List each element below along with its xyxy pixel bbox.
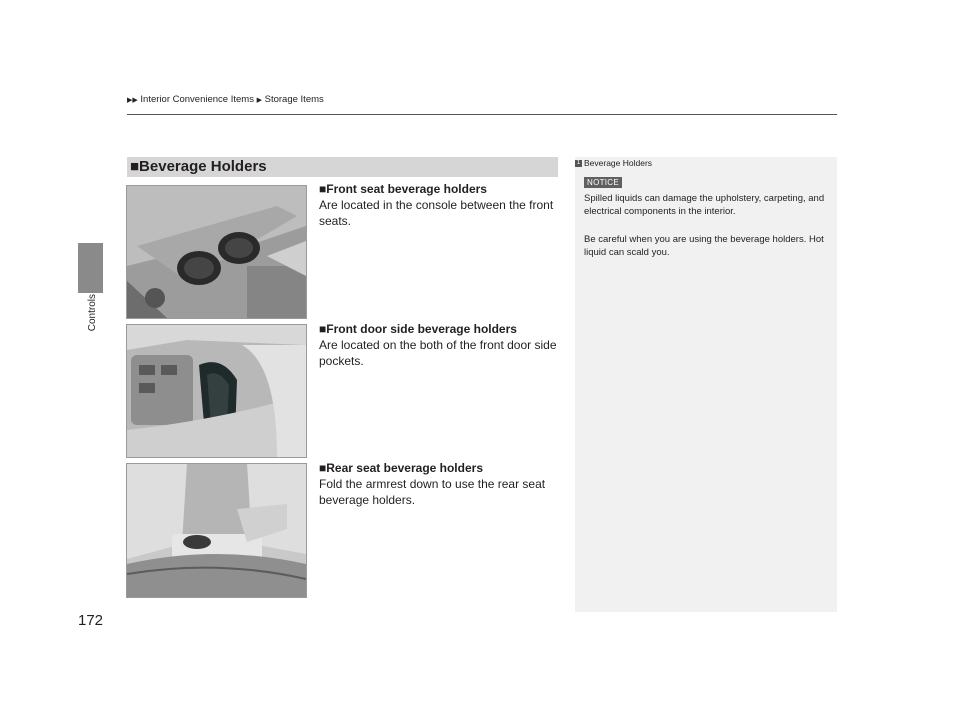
caution-text: Be careful when you are using the beverage holders. Hot liquid can scald you. bbox=[584, 234, 824, 258]
note-marker-icon: 1 bbox=[576, 160, 581, 167]
double-arrow-icon: ▶▶ bbox=[127, 97, 138, 104]
front-door-holders-text: Are located on the both of the front door side pockets. bbox=[319, 338, 557, 368]
notice-text: Spilled liquids can damage the upholstery, carpeting, and electrical components in the interior. bbox=[584, 193, 825, 217]
arrow-icon: ▶ bbox=[256, 97, 262, 104]
breadcrumb bbox=[127, 94, 324, 105]
front-seat-holders-text: Are located in the console between the front seats. bbox=[319, 198, 554, 228]
note-title-text: Beverage Holders bbox=[584, 158, 653, 168]
chapter-tab bbox=[78, 243, 103, 293]
note-title bbox=[575, 158, 652, 168]
front-console-cupholder-image bbox=[126, 185, 307, 319]
rear-seat-holders-text: Fold the armrest down to use the rear seat beverage holders. bbox=[319, 477, 546, 507]
page-number: 172 bbox=[78, 612, 104, 629]
front-seat-holders-heading: ■Front seat beverage holders bbox=[319, 182, 487, 196]
rear-armrest-image bbox=[126, 463, 307, 598]
breadcrumb-level1[interactable]: Interior Convenience Items bbox=[140, 94, 254, 105]
rear-seat-holders-heading: ■Rear seat beverage holders bbox=[319, 461, 483, 475]
front-door-holders-heading: ■Front door side beverage holders bbox=[319, 322, 517, 336]
notice-badge: NOTICE bbox=[584, 177, 622, 188]
front-door-pocket-image bbox=[126, 324, 307, 458]
header-divider bbox=[127, 114, 837, 115]
side-note-panel bbox=[575, 157, 837, 612]
section-title: ■Beverage Holders bbox=[130, 158, 267, 175]
breadcrumb-level2[interactable]: Storage Items bbox=[264, 94, 324, 105]
chapter-label: Controls bbox=[87, 294, 98, 332]
